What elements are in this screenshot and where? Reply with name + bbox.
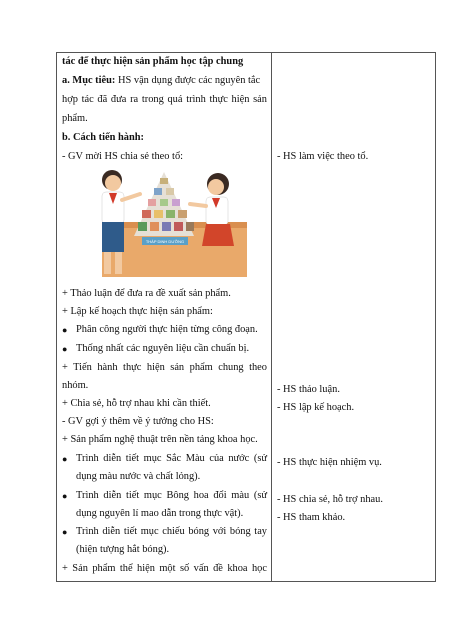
hs-response-2: - HS thảo luận. xyxy=(277,384,340,395)
bullet-agree-materials: Thống nhất các nguyên liệu cần chuẩn bị. xyxy=(76,343,250,354)
proceed-line-1: + Tiến hành thực hiện sản phẩm chung theo xyxy=(62,362,267,373)
bullet-shadow-2: (hiện tượng hắt bóng). xyxy=(76,544,170,555)
bullet-icon: ● xyxy=(62,344,68,354)
bullet-flower-2: dụng nguyên lí mao dẫn trong thực vật). xyxy=(76,508,244,519)
gv-invite-text: - GV mời HS chia sẻ theo tổ: xyxy=(62,151,184,162)
pyramid-caption: THÁP DINH DƯỠNG xyxy=(145,239,185,244)
objective-label: a. Mục tiêu: xyxy=(62,75,116,86)
art-product-text: + Sản phẩm nghệ thuật trên nền tảng khoa học. xyxy=(62,434,258,445)
column-divider xyxy=(271,52,272,582)
plan-text: + Lập kế hoạch thực hiện sản phẩm: xyxy=(62,306,213,317)
objective-line-3: phẩm. xyxy=(62,113,88,124)
bullet-icon: ● xyxy=(62,454,68,464)
gv-suggest-text: - GV gợi ý thêm về ý tưởng cho HS: xyxy=(62,416,214,427)
hs-response-6: - HS tham khảo. xyxy=(277,512,346,523)
bullet-assign-roles: Phân công người thực hiện từng công đoạn. xyxy=(76,324,258,335)
bullet-icon: ● xyxy=(62,325,68,335)
hs-response-1: - HS làm việc theo tổ. xyxy=(277,151,369,162)
hs-response-5: - HS chia sẻ, hỗ trợ nhau. xyxy=(277,494,383,505)
bullet-shadow-1: Trình diễn tiết mục chiếu bóng với bóng tay xyxy=(76,526,267,537)
discuss-text: + Thảo luận để đưa ra đề xuất sản phẩm. xyxy=(62,288,231,299)
bullet-water-colors-1: Trình diễn tiết mục Sắc Màu của nước (sử xyxy=(76,453,267,464)
hs-response-3: - HS lập kế hoạch. xyxy=(277,402,355,413)
procedure-heading: b. Cách tiến hành: xyxy=(62,132,144,143)
section-heading-continued: tác để thực hiện sản phẩm học tập chung xyxy=(62,56,244,67)
objective-text: HS vận dụng được các nguyên tắc xyxy=(118,75,261,86)
proceed-line-2: nhóm. xyxy=(62,380,89,391)
bullet-icon: ● xyxy=(62,527,68,537)
hs-response-4: - HS thực hiện nhiệm vụ. xyxy=(277,457,382,468)
bullet-water-colors-2: dụng màu nước và chất lỏng). xyxy=(76,471,201,482)
nutrition-pyramid-illustration xyxy=(82,164,247,281)
bullet-flower-1: Trình diễn tiết mục Bông hoa đổi màu (sử xyxy=(76,490,267,501)
bullet-icon: ● xyxy=(62,491,68,501)
share-support-text: + Chia sẻ, hỗ trợ nhau khi cần thiết. xyxy=(62,398,211,409)
science-product-text: + Sản phẩm thể hiện một số vấn đề khoa học xyxy=(62,563,267,574)
objective-line-1 xyxy=(62,74,260,88)
objective-line-2: hợp tác đã đưa ra trong quá trình thực hiện sản xyxy=(62,94,267,105)
